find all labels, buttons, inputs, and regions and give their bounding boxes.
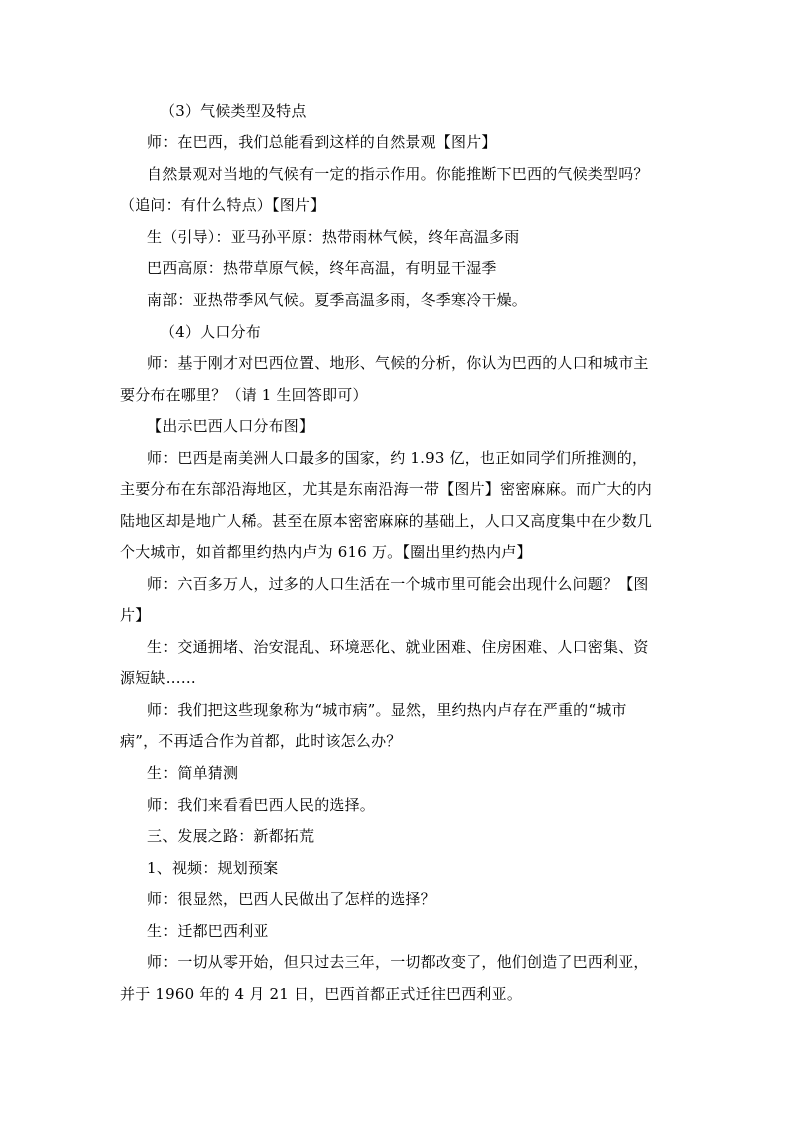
paragraph-line: 师：在巴西，我们总能看到这样的自然景观【图片】 [147,133,497,151]
subheading-population: （4）人口分布 [160,323,261,341]
paragraph-line: 源短缺…… [120,669,197,687]
paragraph-line: 师：我们把这些现象称为“城市病”。显然，里约热内卢存在严重的“城市 [147,701,627,719]
paragraph-line: 师：基于刚才对巴西位置、地形、气候的分析，你认为巴西的人口和城市主 [147,354,649,372]
paragraph-line: 师：六百多万人，过多的人口生活在一个城市里可能会出现什么问题？【图 [147,575,649,593]
paragraph-line: 要分布在哪里？（请 1 生回答即可） [120,386,368,404]
paragraph-line: 师：一切从零开始，但只过去三年，一切都改变了，他们创造了巴西利亚， [147,953,649,971]
paragraph-line: 巴西高原：热带草原气候，终年高温，有明显干湿季 [147,259,497,277]
paragraph-line: 个大城市，如首都里约热内卢为 616 万。【圈出里约热内卢】 [120,543,532,561]
subheading-climate: （3）气候类型及特点 [160,102,307,120]
paragraph-line: （追问：有什么特点）【图片】 [120,196,326,214]
paragraph-line: 生：迁都巴西利亚 [147,922,269,940]
paragraph-line: 片】 [120,606,151,624]
section-heading: 三、发展之路：新都拓荒 [147,827,315,845]
paragraph-line: 南部：亚热带季风气候。夏季高温多雨，冬季寒冷干燥。 [147,291,528,309]
paragraph-line: 陆地区却是地广人稀。甚至在原本密密麻麻的基础上，人口又高度集中在少数几 [120,512,653,530]
paragraph-line: 病”，不再适合作为首都，此时该怎么办？ [120,732,402,750]
paragraph-line: 师：我们来看看巴西人民的选择。 [147,796,376,814]
paragraph-line: 主要分布在东部沿海地区，尤其是东南沿海一带【图片】密密麻麻。而广大的内 [120,480,653,498]
paragraph-line: 自然景观对当地的气候有一定的指示作用。你能推断下巴西的气候类型吗？ [147,165,649,183]
paragraph-line: 师：很显然，巴西人民做出了怎样的选择？ [147,890,436,908]
paragraph-line: 并于 1960 年的 4 月 21 日，巴西首都正式迁往巴西利亚。 [120,985,523,1003]
paragraph-line: 生：简单猜测 [147,764,239,782]
paragraph-line: 【出示巴西人口分布图】 [147,417,315,435]
subheading-video: 1、视频：规划预案 [147,859,279,877]
paragraph-line: 生（引导）：亚马孙平原：热带雨林气候，终年高温多雨 [147,228,520,246]
paragraph-line: 生：交通拥堵、治安混乱、环境恶化、就业困难、住房困难、人口密集、资 [147,638,649,656]
paragraph-line: 师：巴西是南美洲人口最多的国家，约 1.93 亿，也正如同学们所推测的， [147,449,648,467]
